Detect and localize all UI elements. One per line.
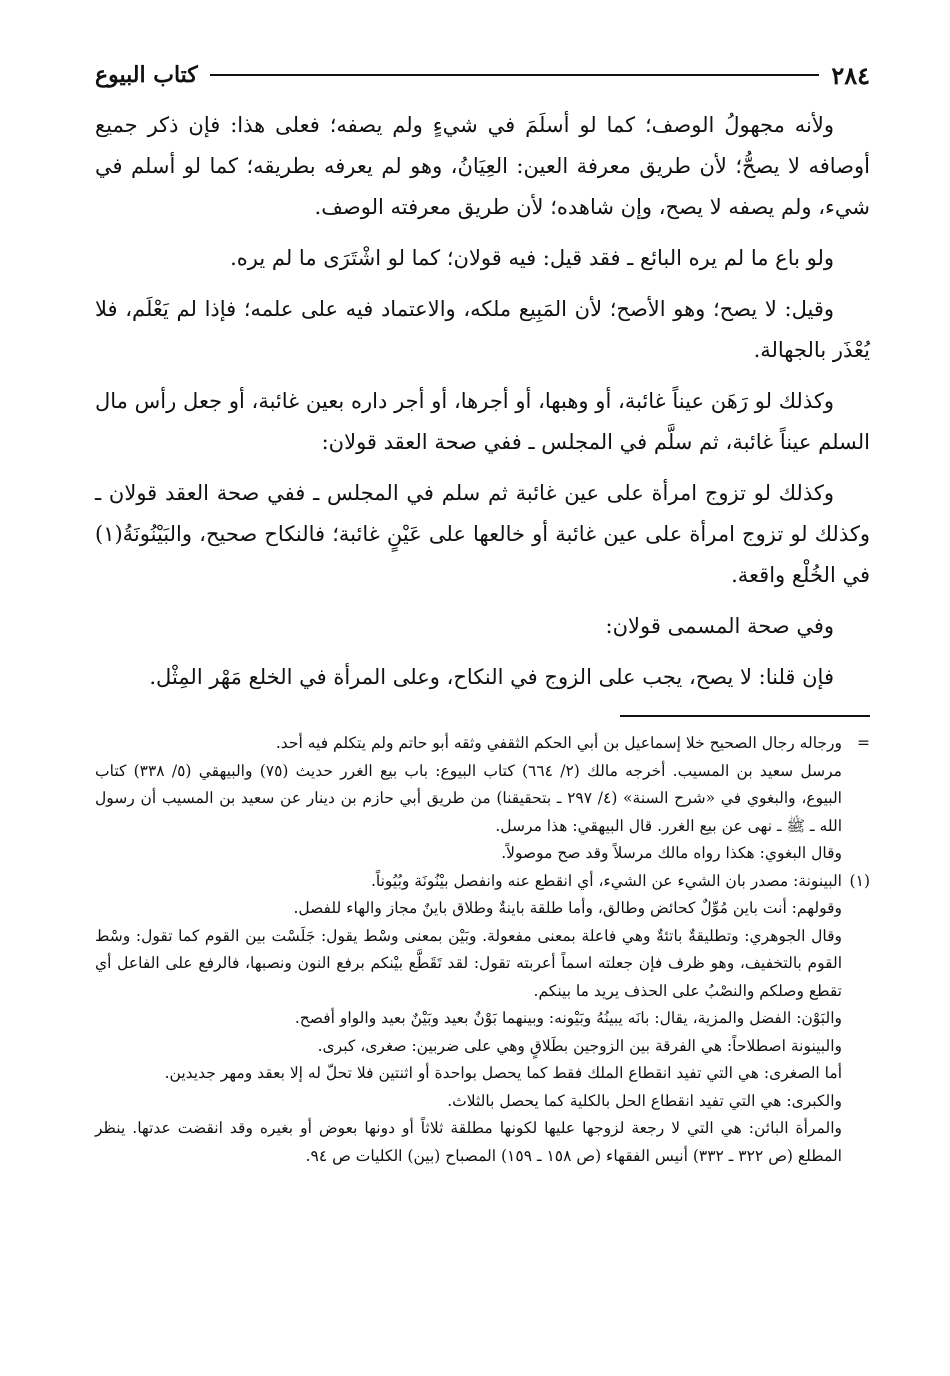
footnote-line [95,868,870,896]
footnote-text: والمرأة البائن: هي التي لا رجعة لزوجها عليها لكونها مطلقة ثلاثاً أو دونها بعوض أو بغيره وقد انقضت عدتها. ينظر المطلع (ص ٣٢٢ ـ ٣٣٢) أنيس الفقهاء (ص ١٥٨ ـ ١٥٩) المصباح (بين) الكليات ص ٩٤. [95,1119,842,1165]
paragraph: ولو باع ما لم يره البائع ـ فقد قيل: فيه قولان؛ كما لو اشْتَرَى ما لم يره. [230,246,834,270]
footnote-text: والكبرى: هي التي تفيد انقطاع الحل بالكلية كما يحصل بالثلاث. [447,1091,842,1110]
footnote-line [95,1033,870,1061]
footnote-mark: (١) [849,871,870,890]
footnote-text: مرسل سعيد بن المسيب. أخرجه مالك (٢/ ٦٦٤) كتاب البيوع: باب بيع الغرر حديث (٧٥) والبيهقي (٥/ ٣٣٨) كتاب البيوع، والبغوي في «شرح السنة» (٤/ ٢٩٧ ـ بتحقيقنا) من طريق أبي حازم بن دينار عن سعيد بن المسيب أن رسول الله ـ ﷺ ـ نهى عن بيع الغرر. قال البيهقي: هذا مرسل. [95,761,842,835]
footnote-line [95,1005,870,1033]
book-title: كتاب البيوع [95,62,198,88]
footnote-text: وقال الجوهري: وتطليقةٌ باتئةٌ وهي فاعلة بمعنى مفعولة. وبَيْن بمعنى وسْط يقول: جَلَسْت بين القوم كما تقول: وسْط القوم بالتخفيف، وهو ظرف فإن جعلته اسماً أعربته تقول: لقد تَقَطَّع بيْنكم برفع النون ونصبها، فالرفع على الفاعل أي تقطع وصلكم والنصْبُ على الحذف يريد ما بينكم. [95,926,842,1000]
footnote-line [95,1115,870,1170]
paragraph: وفي صحة المسمى قولان: [605,614,834,638]
page-header [95,58,870,92]
header-rule [210,74,820,76]
footnote-text: ورجاله رجال الصحيح خلا إسماعيل بن أبي الحكم الثقفي وثقه أبو حاتم ولم يتكلم فيه أحد. [275,734,842,752]
footnote-line [95,923,870,1006]
footnotes [95,730,870,1170]
footnote-mark: = [857,734,870,752]
footnote-text: والبينونة اصطلاحاً: هي الفرقة بين الزوجين بطَلاقٍ وهي على ضربين: صغرى، كبرى. [317,1036,842,1055]
main-text [95,105,870,708]
paragraph: وكذلك لو تزوج امرأة على عين غائبة ثم سلم في المجلس ـ ففي صحة العقد قولان ـ وكذلك لو تزوج امرأة على عين غائبة أو خالعها على عَيْنٍ غائبة؛ فالنكاح صحيح، والبَيْنُونَةُ(١) في الخُلْع واقعة. [95,481,870,587]
footnote-line [95,895,870,923]
footnote-text: أما الصغرى: هي التي تفيد انقطاع الملك فقط كما يحصل بواحدة أو اثنتين فلا تحلّ له إلا بعقد ومهر جديدين. [164,1064,842,1082]
page-number: ٢٨٤ [831,60,870,90]
footnote-line [95,758,870,841]
footnote-text: والبَوْن: الفضل والمزية، يقال: بانَه يبينُهُ وبَيْونه: وبينهما بَوْنٌ بعيد وبَيْنٌ بعيد والواو أفصح. [294,1009,842,1027]
footnote-separator [620,715,870,717]
footnote-line [95,1088,870,1116]
footnote-line [95,1060,870,1088]
footnote-line [95,730,870,758]
footnote-line [95,840,870,868]
footnote-text: وقال البغوي: هكذا رواه مالك مرسلاً وقد صح موصولاً. [501,844,842,862]
paragraph: فإن قلنا: لا يصح، يجب على الزوج في النكاح، وعلى المرأة في الخلع مَهْر المِثْل. [149,665,834,689]
footnote-text: وقولهم: أنت باين مُوِّلٌ كحائض وطالق، وأما طلقة باينةٌ وطلاق باينٌ مجاز والهاء للفصل. [293,899,842,917]
paragraph: وقيل: لا يصح؛ وهو الأصح؛ لأن المَبِيع ملكه، والاعتماد فيه على علمه؛ فإذا لم يَعْلَم، فلا يُعْذَر بالجهالة. [95,297,870,362]
paragraph: ولأنه مجهولُ الوصف؛ كما لو أسلَمَ في شيءٍ ولم يصفه؛ فعلى هذا: فإن ذكر جميع أوصافه لا يصحُّ؛ لأن طريق معرفة العين: العِيَانُ، وهو لم يعرفه بطريقه؛ كما لو أسلم في شيء، ولم يصفه لا يصح، وإن شاهده؛ لأن طريق معرفته الوصف. [95,113,870,219]
paragraph: وكذلك لو رَهَن عيناً غائبة، أو وهبها، أو أجرها، أو أجر داره بعين غائبة، أو جعل رأس مال السلم عيناً غائبة، ثم سلَّم في المجلس ـ ففي صحة العقد قولان: [95,389,870,454]
footnote-text: البينونة: مصدر بان الشيء عن الشيء، أي انقطع عنه وانفصل بيْنُونَة وبُيُوناً. [370,871,842,890]
